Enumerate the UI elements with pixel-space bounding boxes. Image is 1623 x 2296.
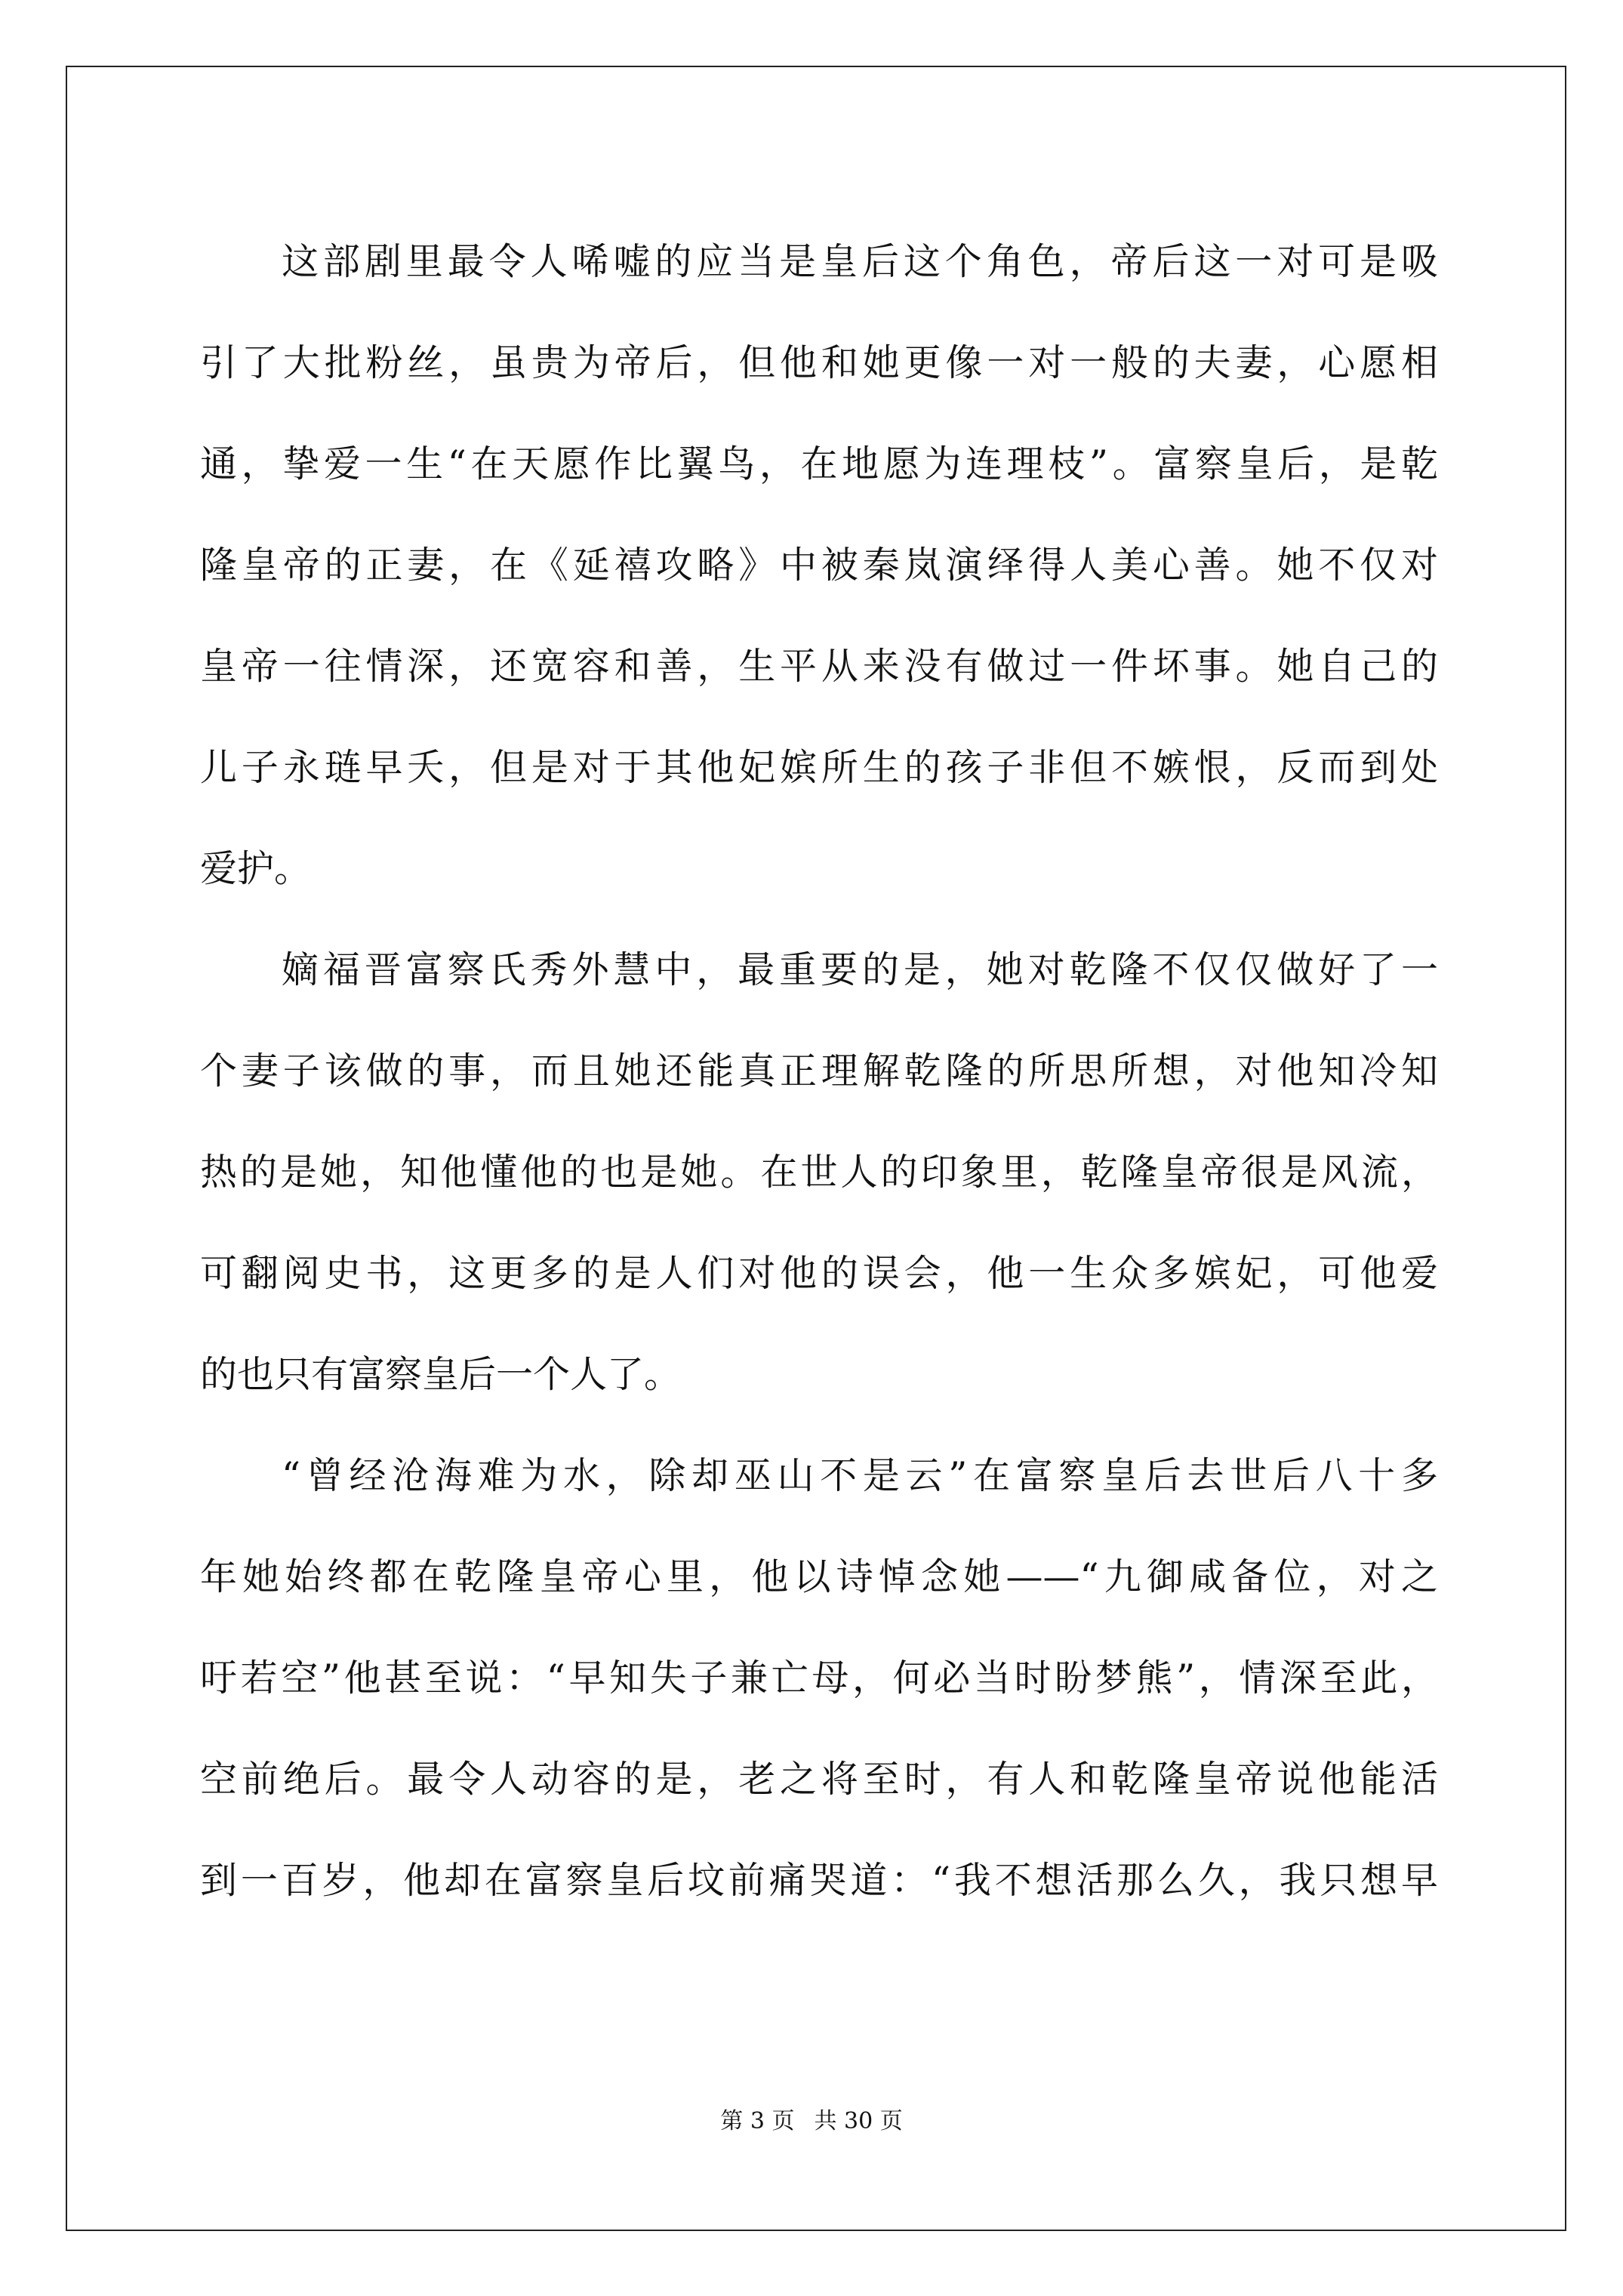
text-line: 可翻阅史书，这更多的是人们对他的误会，他一生众多嫔妃，可他爱: [200, 1252, 1438, 1295]
paragraph: [200, 1425, 1438, 1931]
text-line: 爱护。: [200, 847, 312, 890]
text-line: 个妻子该做的事，而且她还能真正理解乾隆的所思所想，对他知冷知: [200, 1049, 1438, 1093]
document-body: [200, 211, 1438, 1931]
page-total: 共 30 页: [814, 2108, 903, 2134]
text-line: 通，挚爱一生“在天愿作比翼鸟，在地愿为连理枝”。富察皇后，是乾: [200, 442, 1438, 485]
text-line: 的也只有富察皇后一个人了。: [200, 1353, 682, 1396]
text-line: 这部剧里最令人唏嘘的应当是皇后这个角色，帝后这一对可是吸: [282, 240, 1438, 283]
text-line: 空前绝后。最令人动容的是，老之将至时，有人和乾隆皇帝说他能活: [200, 1758, 1438, 1801]
text-line: 吁若空”他甚至说：“早知失子兼亡母，何必当时盼梦熊”，情深至此，: [200, 1657, 1438, 1700]
paragraph: [200, 920, 1438, 1425]
text-line: 热的是她，知他懂他的也是她。在世人的印象里，乾隆皇帝很是风流，: [200, 1151, 1438, 1194]
paragraph: [200, 211, 1438, 920]
text-line: 儿子永琏早夭，但是对于其他妃嫔所生的孩子非但不嫉恨，反而到处: [200, 746, 1438, 789]
text-line: 引了大批粉丝，虽贵为帝后，但他和她更像一对一般的夫妻，心愿相: [200, 341, 1438, 384]
text-line: “曾经沧海难为水，除却巫山不是云”在富察皇后去世后八十多: [282, 1454, 1438, 1497]
text-line: 嫡福晋富察氏秀外慧中，最重要的是，她对乾隆不仅仅做好了一: [282, 948, 1438, 991]
text-line: 皇帝一往情深，还宽容和善，生平从来没有做过一件坏事。她自己的: [200, 645, 1438, 688]
text-line: 年她始终都在乾隆皇帝心里，他以诗悼念她——“九御咸备位，对之: [200, 1555, 1438, 1598]
text-line: 隆皇帝的正妻，在《延禧攻略》中被秦岚演绎得人美心善。她不仅对: [200, 544, 1438, 587]
page-footer: [0, 2106, 1623, 2137]
page-number: 第 3 页: [720, 2108, 795, 2134]
text-line: 到一百岁，他却在富察皇后坟前痛哭道：“我不想活那么久，我只想早: [200, 1859, 1438, 1902]
